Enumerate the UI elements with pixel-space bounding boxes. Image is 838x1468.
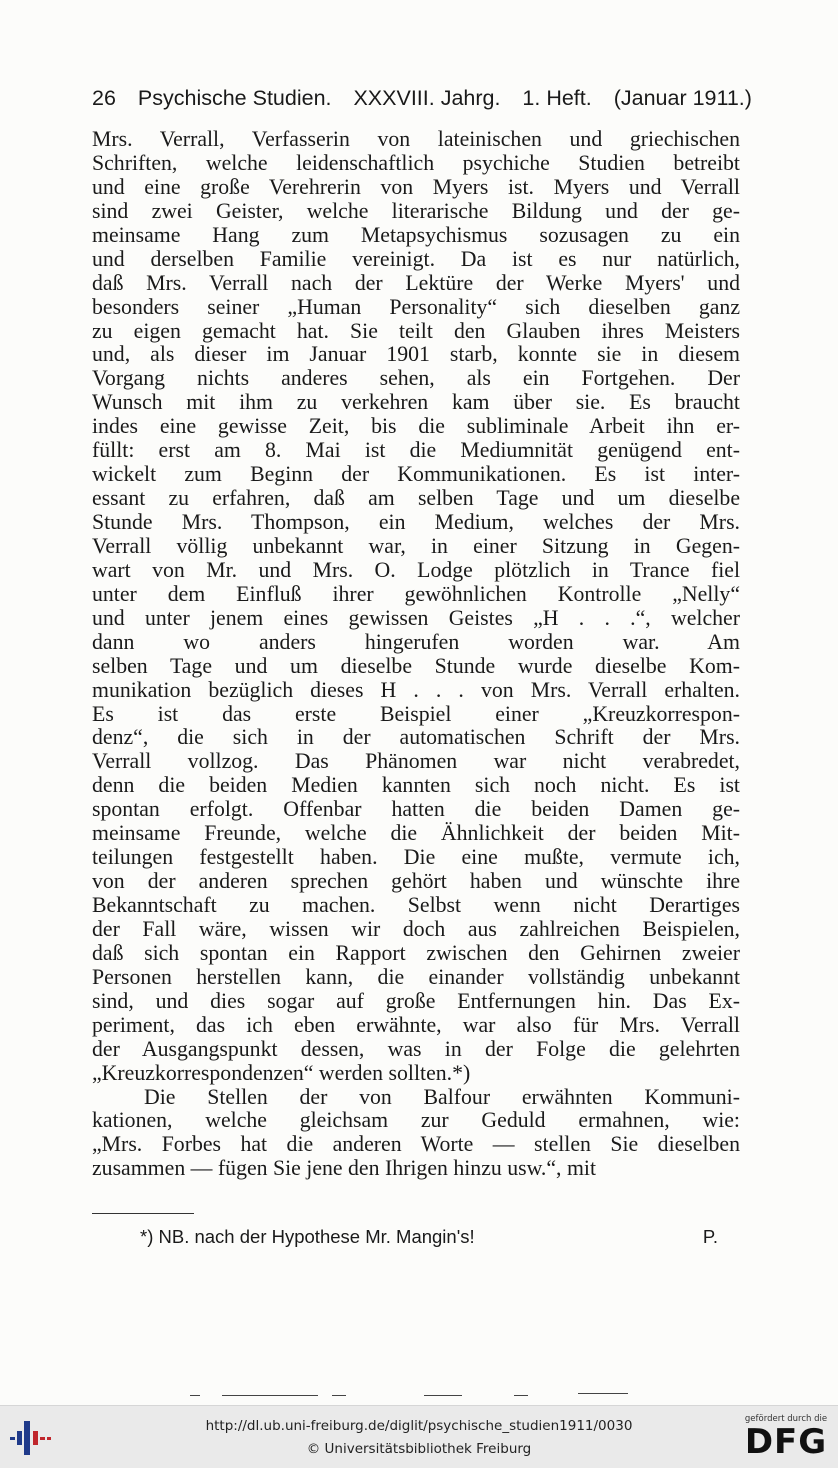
scan-artifact (578, 1393, 628, 1394)
text-line: Die Stellen der von Balfour erwähnten Kommuni- (144, 1084, 740, 1109)
running-head (92, 84, 752, 112)
text-line: sind zwei Geister, welche literarische Bildung und der ge- (92, 198, 740, 223)
text-line: Personen herstellen kann, die einander vollständig unbekannt (92, 964, 740, 989)
scan-artifact (514, 1395, 528, 1396)
text-line: Es ist das erste Beispiel einer „Kreuzkorrespon- (92, 701, 740, 726)
viewer-footer (0, 1405, 838, 1468)
copyright: © Universitätsbibliothek Freiburg (306, 1441, 532, 1457)
footnote-initial: P. (702, 1226, 718, 1247)
issue: 1. Heft. (522, 86, 592, 110)
text-line: Stunde Mrs. Thompson, ein Medium, welches der Mrs. (92, 510, 740, 534)
text-line: und derselben Familie vereinigt. Da ist es nur natürlich, (92, 246, 740, 271)
text-line: wart von Mr. und Mrs. O. Lodge plötzlich in Trance fiel (92, 557, 740, 582)
text-line: unter dem Einfluß ihrer gewöhnlichen Kontrolle „Nelly“ (92, 581, 740, 606)
text-line: indes eine gewisse Zeit, bis die subliminale Arbeit ihn er- (92, 414, 740, 439)
text-line: periment, das ich eben erwähnte, war also für Mrs. Verrall (92, 1012, 740, 1037)
journal-title: Psychische Studien. (137, 86, 332, 110)
text-line: spontan erfolgt. Offenbar hatten die beiden Damen ge- (92, 797, 740, 822)
text-line: Schriften, welche leidenschaftlich psychiche Studien betreibt (92, 150, 740, 175)
text-line: „Kreuzkorrespondenzen“ werden sollten.*) (92, 1060, 471, 1085)
text-line: Bekanntschaft zu machen. Selbst wenn nicht Derartiges (92, 893, 740, 917)
text-line: selben Tage und um dieselbe Stunde wurde dieselbe Kom- (92, 653, 740, 678)
text-line: und, als dieser im Januar 1901 starb, konnte sie in diesem (92, 342, 740, 367)
text-line: füllt: erst am 8. Mai ist die Mediumnität genügend ent- (92, 438, 740, 463)
body-text (92, 128, 740, 1181)
volume: XXXVIII. Jahrg. (353, 86, 501, 110)
scan-artifact (424, 1395, 462, 1396)
dfg-logo[interactable] (742, 1414, 830, 1464)
text-line: meinsame Hang zum Metapsychismus sozusagen zu ein (92, 222, 740, 247)
text-line: und eine große Verehrerin von Myers ist. Myers und Verrall (92, 174, 740, 199)
scan-artifact (332, 1395, 346, 1396)
text-line: besonders seiner „Human Personality“ sich dieselben ganz (92, 294, 740, 319)
text-line: und unter jenem eines gewissen Geistes „H . . .“, welcher (92, 605, 740, 630)
text-line: denn die beiden Medien kannten sich noch nicht. Es ist (92, 773, 740, 798)
text-line: munikation bezüglich dieses H . . . von Mrs. Verrall erhalten. (92, 677, 740, 702)
text-line: wickelt zum Beginn der Kommunikationen. Es ist inter- (92, 462, 740, 487)
footnote-text: *) NB. nach der Hypothese Mr. Mangin's! (140, 1226, 475, 1247)
permalink[interactable]: http://dl.ub.uni-freiburg.de/diglit/psychische_studien1911/0030 (205, 1418, 633, 1434)
footnote-rule (92, 1213, 194, 1214)
scan-artifact (222, 1395, 318, 1396)
text-line: zusammen — fügen Sie jene den Ihrigen hinzu usw.“, mit (92, 1156, 597, 1181)
dfg-logo-text: DFG (744, 1422, 828, 1462)
page-number: 26 (92, 86, 116, 110)
text-line: zu eigen gemacht hat. Sie teilt den Glauben ihres Meisters (92, 318, 740, 343)
text-line: essant zu erfahren, daß am selben Tage und um dieselbe (92, 486, 740, 511)
text-line: meinsame Freunde, welche die Ähnlichkeit der beiden Mit- (92, 821, 740, 846)
text-line: „Mrs. Forbes hat die anderen Worte — stellen Sie dieselben (92, 1132, 740, 1157)
text-line: von der anderen sprechen gehört haben und wünschte ihre (92, 869, 740, 894)
text-line: Verrall vollzog. Das Phänomen war nicht verabredet, (92, 749, 740, 774)
text-line: teilungen festgestellt haben. Die eine mußte, vermute ich, (92, 845, 740, 870)
text-line: denz“, die sich in der automatischen Schrift der Mrs. (92, 725, 740, 750)
text-line: kationen, welche gleichsam zur Geduld ermahnen, wie: (92, 1108, 740, 1133)
scan-artifact (190, 1395, 200, 1396)
text-line: der Ausgangspunkt dessen, was in der Folge die gelehrten (92, 1036, 740, 1061)
footnote (140, 1224, 718, 1250)
text-line: daß sich spontan ein Rapport zwischen den Gehirnen zweier (92, 940, 740, 965)
text-line: Wunsch mit ihm zu verkehren kam über sie. Es braucht (92, 390, 740, 415)
text-line: dann wo anders hingerufen worden war. Am (92, 629, 740, 654)
text-line: daß Mrs. Verrall nach der Lektüre der Werke Myers' und (92, 270, 740, 295)
text-line: der Fall wäre, wissen wir doch aus zahlreichen Beispielen, (92, 916, 740, 941)
issue-date: (Januar 1911.) (613, 86, 752, 110)
text-line: sind, und dies sogar auf große Entfernungen hin. Das Ex- (92, 988, 740, 1013)
dfg-tagline: gefördert durch die (744, 1414, 828, 1424)
text-line: Verrall völlig unbekannt war, in einer Sitzung in Gegen- (92, 533, 740, 558)
text-line: Vorgang nichts anderes sehen, als ein Fortgehen. Der (92, 366, 740, 391)
text-line: Mrs. Verrall, Verfasserin von lateinischen und griechischen (92, 127, 740, 151)
